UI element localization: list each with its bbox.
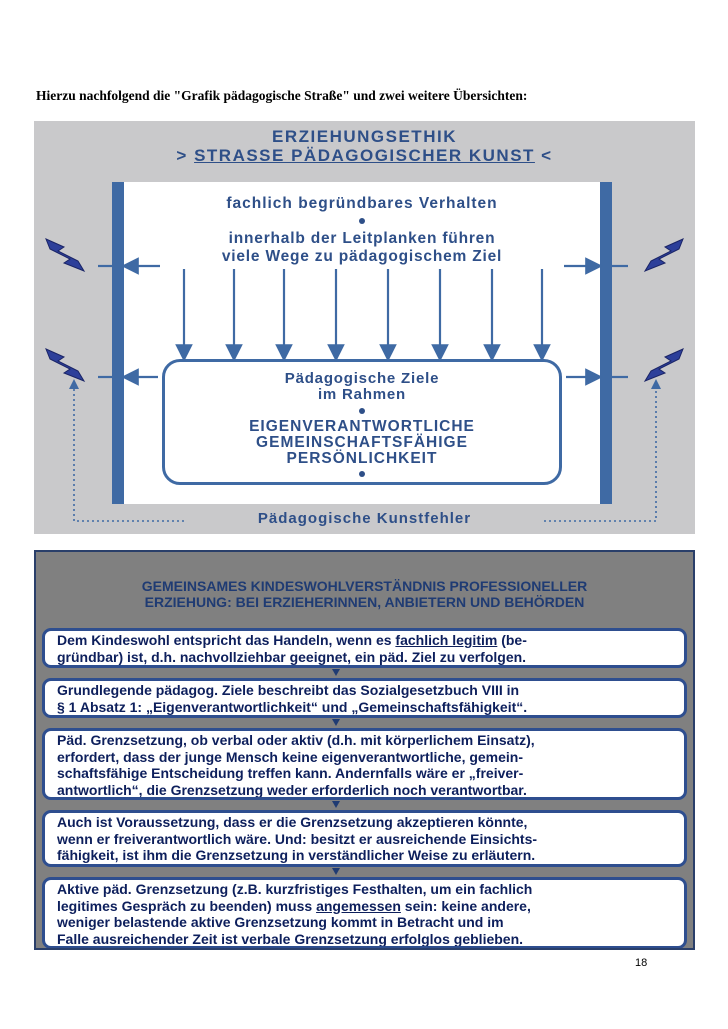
box4-line2: wenn er freiverantwortlich wäre. Und: besitzt er ausreichende Einsichts- [57, 830, 538, 847]
info-box-2 [42, 678, 687, 718]
goal-text-4: GEMEINSCHAFTSFÄHIGE [256, 434, 468, 451]
info-box-1 [42, 628, 687, 668]
box5-text-a: legitimes Gespräch zu beenden) muss [57, 897, 317, 914]
box3-line3: schaftsfähige Entscheidung treffen kann. Andernfalls wäre er „freiver- [57, 765, 524, 781]
goal-text-1: Pädagogische Ziele [284, 370, 440, 387]
figure-kindeswohl [34, 550, 695, 950]
goal-text-5: PERSÖNLICHKEIT [286, 450, 438, 467]
box1-text-a: Dem Kindeswohl entspricht das Handeln, wenn es [57, 632, 396, 648]
down-arrow-icon [332, 801, 340, 808]
figure1-title: ERZIEHUNGSETHIK [272, 127, 457, 146]
subtitle-underlined: STRASSE PÄDAGOGISCHER KUNST [194, 146, 535, 165]
lightning-icon-right-bottom [645, 349, 683, 381]
dotted-arrowhead-right [651, 379, 661, 389]
box1-text-underlined: fachlich legitim [395, 632, 498, 648]
down-arrow-icon [332, 669, 340, 676]
box5-line1: Aktive päd. Grenzsetzung (z.B. kurzfristiges Festhalten, um ein fachlich [57, 881, 533, 897]
box5-line3: weniger belastende aktive Grenzsetzung kommt in Betracht und im [57, 914, 504, 930]
road-text-2: innerhalb der Leitplanken führen [228, 230, 496, 247]
box2-line2: § 1 Absatz 1: „Eigenverantwortlichkeit“ und „Gemeinschaftsfähigkeit“. [57, 698, 528, 715]
box3-line4: antwortlich“, die Grenzsetzung weder erforderlich noch verantwortbar. [57, 781, 527, 798]
lightning-icon-left-top [46, 239, 84, 271]
box1-line1 [57, 632, 674, 649]
figure2-title-line2: ERZIEHUNG: BEI ERZIEHERINNEN, ANBIETERN UND BEHÖRDEN [144, 594, 585, 610]
road-text-1: fachlich begründbares Verhalten [226, 195, 498, 212]
box5-line4: Falle ausreichender Zeit ist verbale Grenzsetzung erfolglos geblieben. [57, 930, 524, 947]
lightning-icon-left-bottom [46, 349, 84, 381]
page-number: 18 [635, 957, 648, 969]
down-arrow-icon [332, 719, 340, 726]
bullet-dot [359, 408, 365, 414]
info-box-5 [42, 877, 687, 949]
bullet-dot [359, 471, 365, 477]
figure1-footer: Pädagogische Kunstfehler [257, 510, 472, 527]
intro-text: Hierzu nachfolgend die "Grafik pädagogische Straße" und zwei weitere Übersichten: [36, 88, 528, 103]
down-arrow-icon [332, 868, 340, 875]
box5-text-underlined: angemessen [316, 897, 401, 914]
box3-line1: Päd. Grenzsetzung, ob verbal oder aktiv (d.h. mit körperlichem Einsatz), [57, 732, 535, 748]
figure2-title-line1: GEMEINSAMES KINDESWOHLVERSTÄNDNIS PROFESSIONELLER [141, 578, 588, 594]
box1-line2: gründbar) ist, d.h. nachvollziehbar geeignet, ein päd. Ziel zu verfolgen. [57, 648, 527, 665]
box4-line3: fähigkeit, ist ihm die Grenzsetzung in verständlicher Weise zu erläutern. [57, 847, 536, 863]
dotted-arrowhead-left [69, 379, 79, 389]
box1-text-b: (be- [497, 632, 527, 648]
goal-text-2: im Rahmen [317, 386, 407, 403]
road-text-3: viele Wege zu pädagogischem Ziel [221, 248, 503, 265]
info-box-3 [42, 728, 687, 800]
box4-line1: Auch ist Voraussetzung, dass er die Grenzsetzung akzeptieren könnte, [57, 814, 528, 830]
lightning-icon-right-top [645, 239, 683, 271]
figure-paedagogische-strasse [34, 121, 695, 534]
subtitle-prefix: > [176, 146, 195, 165]
box3-line2: erfordert, dass der junge Mensch keine eigenverantwortliche, gemein- [57, 748, 524, 765]
box5-line2 [57, 898, 674, 915]
box5-text-b: sein: keine andere, [400, 897, 531, 914]
box2-line1: Grundlegende pädagog. Ziele beschreibt das Sozialgesetzbuch VIII in [57, 682, 520, 698]
goal-text-3: EIGENVERANTWORTLICHE [249, 418, 475, 435]
info-box-4 [42, 810, 687, 867]
down-arrows [184, 269, 542, 353]
subtitle-suffix: < [534, 146, 553, 165]
